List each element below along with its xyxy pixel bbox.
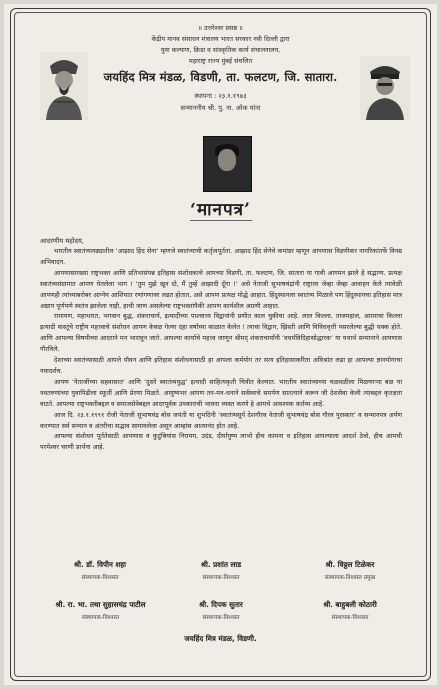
signatory-role: संस्थापक-विश्वस्त xyxy=(331,615,369,621)
paragraph-3: रामायण, महाभारत, भगवान बुद्ध, शंकराचार्य, इत्यादींच्या पाश्चात्त्य विद्वानांनी प्रणीत काल चुकीचा आहे. लाल किल्ला, ताजमहाल, आग्र्याचा किल्ला इत्यादी वास्तूंचे राष्ट्रीय महत्त्वाचे संशोधन आपण केवळ गेल्या दहा वर्षांच्या काळात केलेत ! त्याचा विद्वान, ख्रिस्ती आणि विविधवृत्ती पसरलेल्या बुद्धी थक्क होते. आणि आपल्या विषयीच्या आदराने मन भारावून जाते. आपल्या कार्याचे महत्त्व जाणून श्रीमद् शंकराचार्यांनी ‘वधर्मविदिहासोद्धारक’ या यथार्थ सन्मानाने आपणास गौरविले. xyxy=(40,312,402,354)
honoree-line: सन्माननीय श्री. पु. ना. ओक यांना xyxy=(180,104,261,112)
signatory-name: श्री. रा. भा. तथा सुहासचंद्र पाटील xyxy=(55,600,146,609)
right-portrait-image xyxy=(360,56,410,120)
signatory-3 xyxy=(290,560,410,581)
established-date: स्थापना : २३.१.१९७३ xyxy=(194,92,247,100)
citation-body xyxy=(40,246,402,453)
signatory-role: संस्थापक-विश्वस्त xyxy=(202,575,240,581)
header-line-2: युवा कल्याण, क्रिडा व सांस्कृतिक कार्य संचालनालय, xyxy=(160,46,281,54)
organization-name: जयहिंद मित्र मंडळ, विडणी, ता. फलटण, जि. सातारा. xyxy=(103,70,338,84)
signatory-6 xyxy=(290,600,410,621)
signatory-name: श्री. प्रशांत लाड xyxy=(200,560,242,569)
signatory-name: श्री. बाहुबली कोठारी xyxy=(323,600,377,609)
issuer-footer: जयहिंद मित्र मंडळ, विडणी. xyxy=(184,634,257,643)
document-title: ‘मानपत्र’ xyxy=(190,200,251,220)
signatory-name: श्री. दिपक सुतार xyxy=(199,600,243,609)
signatory-name: श्री. विठ्ठल टिळेकर xyxy=(325,560,375,569)
title-underline xyxy=(190,220,252,221)
header-line-3: महाराष्ट्र राज्य मुंबई संचलित xyxy=(188,57,253,65)
paragraph-4: देशाच्या स्वातंत्र्यासाठी आपले यौवन आणि इतिहास संशोधनासाठी हा आपला कर्मयोग तर सत्य इतिहासाकरिता अविश्रांत लढा हा आपल्या ज्ञानयोगाचा नवादर्शच. xyxy=(40,356,402,375)
signatory-1 xyxy=(40,560,160,581)
signatory-name: श्री. डॉ. विपीन शहा xyxy=(74,560,126,569)
signatory-role: संस्थापक-विश्वस्त xyxy=(81,575,119,581)
salutation: आदरणीय महोदय, xyxy=(40,237,84,245)
honoree-photo xyxy=(203,136,252,192)
header-line-1: केंद्रीय मानव संसाधन मंत्रालय भारत सरकार नवी दिल्ली द्वारा xyxy=(151,35,290,43)
paragraph-2: आपणासारख्या राष्ट्रभक्त आणि प्रतिभासंपन्न इतिहास संशोधकाचे आमच्या विडणी, ता. फलटण, जि. सातारा या गावी आगमन झाले हे सद्भाग्य. प्रत्यक्ष स्वातंत्र्यसंग्रामात आपण घेतलेला भाग ! ‘तुम मुझे खून दो, मैं तुम्हें आझादी दूँगा !’ असे नेताजी सुभाषचंद्रांनी राष्ट्राला जेव्हा जेव्हा आवाहन केले त्यावेळी आपणही त्यांच्याबरोबर आग्नेय आशियात रणांगणावर लढत होतात, असे आपण प्रत्यक्ष योद्धे आहात. हिंदुस्थानला स्वातंत्र्य मिळाले पण हिंदुस्थानचा इतिहास मात्र अद्याप पूर्णपणे स्वतंत्र झालेला नाही, हाची जाण असलेल्या राष्ट्रभक्तांपैकी आपण कार्यशील अग्रणी आहात. xyxy=(40,268,402,310)
signatory-role: संस्थापक-विश्वस्त xyxy=(202,615,240,621)
signatory-4 xyxy=(28,600,173,621)
paragraph-5: आपण ‘नेताजींच्या सहवासात’ आणि ‘दुसरे स्वातंत्र्ययुद्ध’ इत्यादी साहित्यकृती चित्रीत केल्यात. भारतीय स्वातंत्र्याच्या चळवळीला मिळणाऱ्या बळ या नवतरुणांच्या युवापिढीला स्फूर्ती आणि प्रेरणा मिळते. आयुष्यभर आपण तन-मन-धनाने सर्वस्वाचे समर्पण सातत्याने करून जी देशसेवा केली त्याबद्दल कृतज्ञता वाटते. आपल्या राष्ट्रभक्तीबद्दल व समाजसेवेबद्दल आदरपूर्वक उपकाराची भावना व्यक्त करणे हे आमचे आवश्यक कर्तव्य आहे. xyxy=(40,377,402,408)
left-portrait-image xyxy=(40,52,88,120)
paragraph-6: आज दि. २३.१.१९९१ रोजी नेताजी सुभाषचंद्र बोस जयंती या शुभदिनी ‘स्वातंत्र्यसूर्य देशगौरव नेताजी सुभाषचंद्र बोस गौरव पुरस्कार’ व सन्मानपत्र अर्पण करण्यात सर्व सन्मान व अंतरीचा सद्भाव सामावलेला असून आम्हांस आत्यानंद होत आहे. xyxy=(40,410,402,430)
paragraph-7: आपल्या संशोधन पूर्ततेसाठी आपणास व कुटुंबियांस निरामय, उदंड, दीर्घायुष्य लाभो हीच कामना व इतिहास आपल्याला आदर्श ठेवो, हीच आमची परमेश्वर चरणी प्रार्थना आहे. xyxy=(40,432,402,452)
top-invocation: ॥ उत्तरेश्वर प्रसन्न ॥ xyxy=(198,24,243,32)
signatory-role: संस्थापक-विश्वस्त प्रमुख xyxy=(324,575,376,581)
signatory-5 xyxy=(168,600,274,621)
signatory-role: संस्थापक-विश्वस्त xyxy=(81,615,120,621)
paragraph-1: भारतीय स्वातंत्र्यलढ्यातील ‘आझाद हिंद सेना’ म्हणजे स्वातंत्र्याची कर्तृत्वपूर्तता. आझाद हिंद सेनेचे कमांडर म्हणून आपणास विडणीकर नागरिकांतर्फे विनम्र अभिवादन. xyxy=(40,247,402,266)
signatory-2 xyxy=(165,560,277,581)
